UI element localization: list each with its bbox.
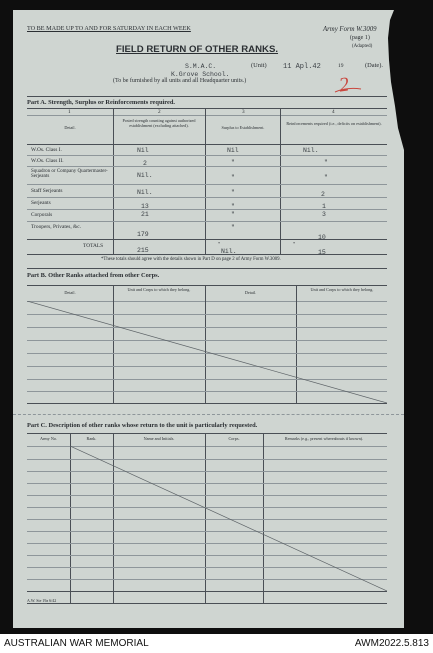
row-detail-serjeants: Serjeants [31,200,51,206]
row-reinf-wo2: " [324,159,328,166]
row-reinf-troopers: 10 [318,234,326,241]
col-number-2: 2 [158,109,161,115]
col-number-1: 1 [68,109,71,115]
date-prefix: 19 [338,63,344,69]
unit-label: (Unit) [251,62,267,69]
totals-surplus: Nil. [221,248,237,255]
furnished-note: (To be furnished by all units and all Headquarter units.) [113,78,247,84]
page-label: (page 1) [350,35,370,41]
col-number-4: 4 [332,109,335,115]
col-number-3: 3 [242,109,245,115]
accession-number: AWM2022.5.813 [354,638,429,649]
totals-note: *These totals should agree with the details shown in Part D on page 2 of Army Form W.3009. [101,257,281,262]
print-code: A.W. Ste 19a 6/42 [27,598,57,603]
row-surplus-wo2: " [231,159,235,166]
unit-value: S.M.A.C. [185,63,217,70]
part-c-col-name: Name and Initials. [143,436,175,441]
totals-asterisk-2: * [218,241,221,246]
part-b-col-unit-1: Unit and Corps to which they belong. [127,287,191,292]
part-c-col-rank: Rank. [86,436,97,441]
row-surplus-staff-serjeants: " [231,189,235,196]
date-value: 11 Apl.42 [283,63,321,71]
school-value: K.Grove School. [171,71,230,78]
totals-posted: 215 [137,247,149,254]
row-reinf-wo1: Nil. [303,147,319,154]
row-posted-corporals: 21 [141,211,149,218]
date-label: (Date). [365,62,383,69]
fold-line [13,414,404,415]
row-posted-troopers: 179 [137,231,149,238]
archive-caption-bar [0,634,433,653]
row-reinf-cqms: " [324,174,328,181]
row-surplus-cqms: " [231,174,235,181]
part-c-col-remarks: Remarks (e.g., present whereabouts if known). [284,436,364,441]
instruction-line: TO BE MADE UP TO AND FOR SATURDAY IN EACH WEEK [27,25,191,32]
red-pencil-mark [333,86,363,94]
form-sheet [13,10,404,628]
col-header-posted: Posted strength counting against authorized establishment (excluding attached). [122,118,196,128]
part-b-col-detail-2: Detail. [244,290,257,295]
row-surplus-troopers: " [231,224,235,231]
row-detail-cqms: Squadron or Company Quartermaster-Serjeants [31,169,108,180]
row-surplus-serjeants: " [231,203,235,210]
row-reinf-corporals: 3 [322,211,326,218]
row-detail-wo2: W.Os. Class II. [31,158,64,164]
adapted-label: (Adapted) [352,44,373,49]
row-reinf-staff-serjeants: 2 [321,191,325,198]
totals-label: TOTALS [83,243,104,249]
totals-asterisk-4: * [293,241,296,246]
row-detail-wo1: W.Os. Class I. [31,147,62,153]
row-posted-serjeants: 13 [141,203,149,210]
form-title: FIELD RETURN OF OTHER RANKS. [116,44,279,55]
col-header-reinf: Reinforcements required (i.e., deficits on establishment). [286,121,382,126]
part-b-col-detail-1: Detail. [64,290,76,295]
col-header-surplus: Surplus to Establishment. [221,125,265,130]
part-c-cancel-stroke [70,446,387,591]
part-b-cancel-stroke [27,301,387,403]
handwritten-number: 2 [337,73,351,97]
row-posted-wo2: 2 [143,160,147,167]
row-detail-troopers: Troopers, Privates, &c. [31,224,81,230]
part-c-col-corps: Corps. [228,436,240,441]
part-a-heading: Part A. Strength, Surplus or Reinforcements required. [27,99,175,106]
row-detail-staff-serjeants: Staff Serjeants [31,188,63,194]
totals-reinf: 15 [318,249,326,256]
row-posted-staff-serjeants: Nil. [137,189,153,196]
part-b-heading: Part B. Other Ranks attached from other Corps. [27,272,160,279]
row-posted-cqms: Nil. [137,172,153,179]
row-posted-wo1: Nil [137,147,149,154]
archive-name: AUSTRALIAN WAR MEMORIAL [4,638,149,649]
row-surplus-wo1: Nil [227,147,239,154]
col-header-detail: Detail. [64,125,76,130]
army-form-label: Army Form W.3009 [323,26,377,33]
part-c-col-army-no: Army No. [40,436,57,441]
part-c-heading: Part C. Description of other ranks whose return to the unit is particularly requested. [27,422,258,429]
torn-corner [380,10,404,150]
row-detail-corporals: Corporals [31,212,53,218]
part-b-col-unit-2: Unit and Corps to which they belong. [310,287,374,292]
row-reinf-serjeants: 1 [322,203,326,210]
row-surplus-corporals: " [231,211,235,218]
